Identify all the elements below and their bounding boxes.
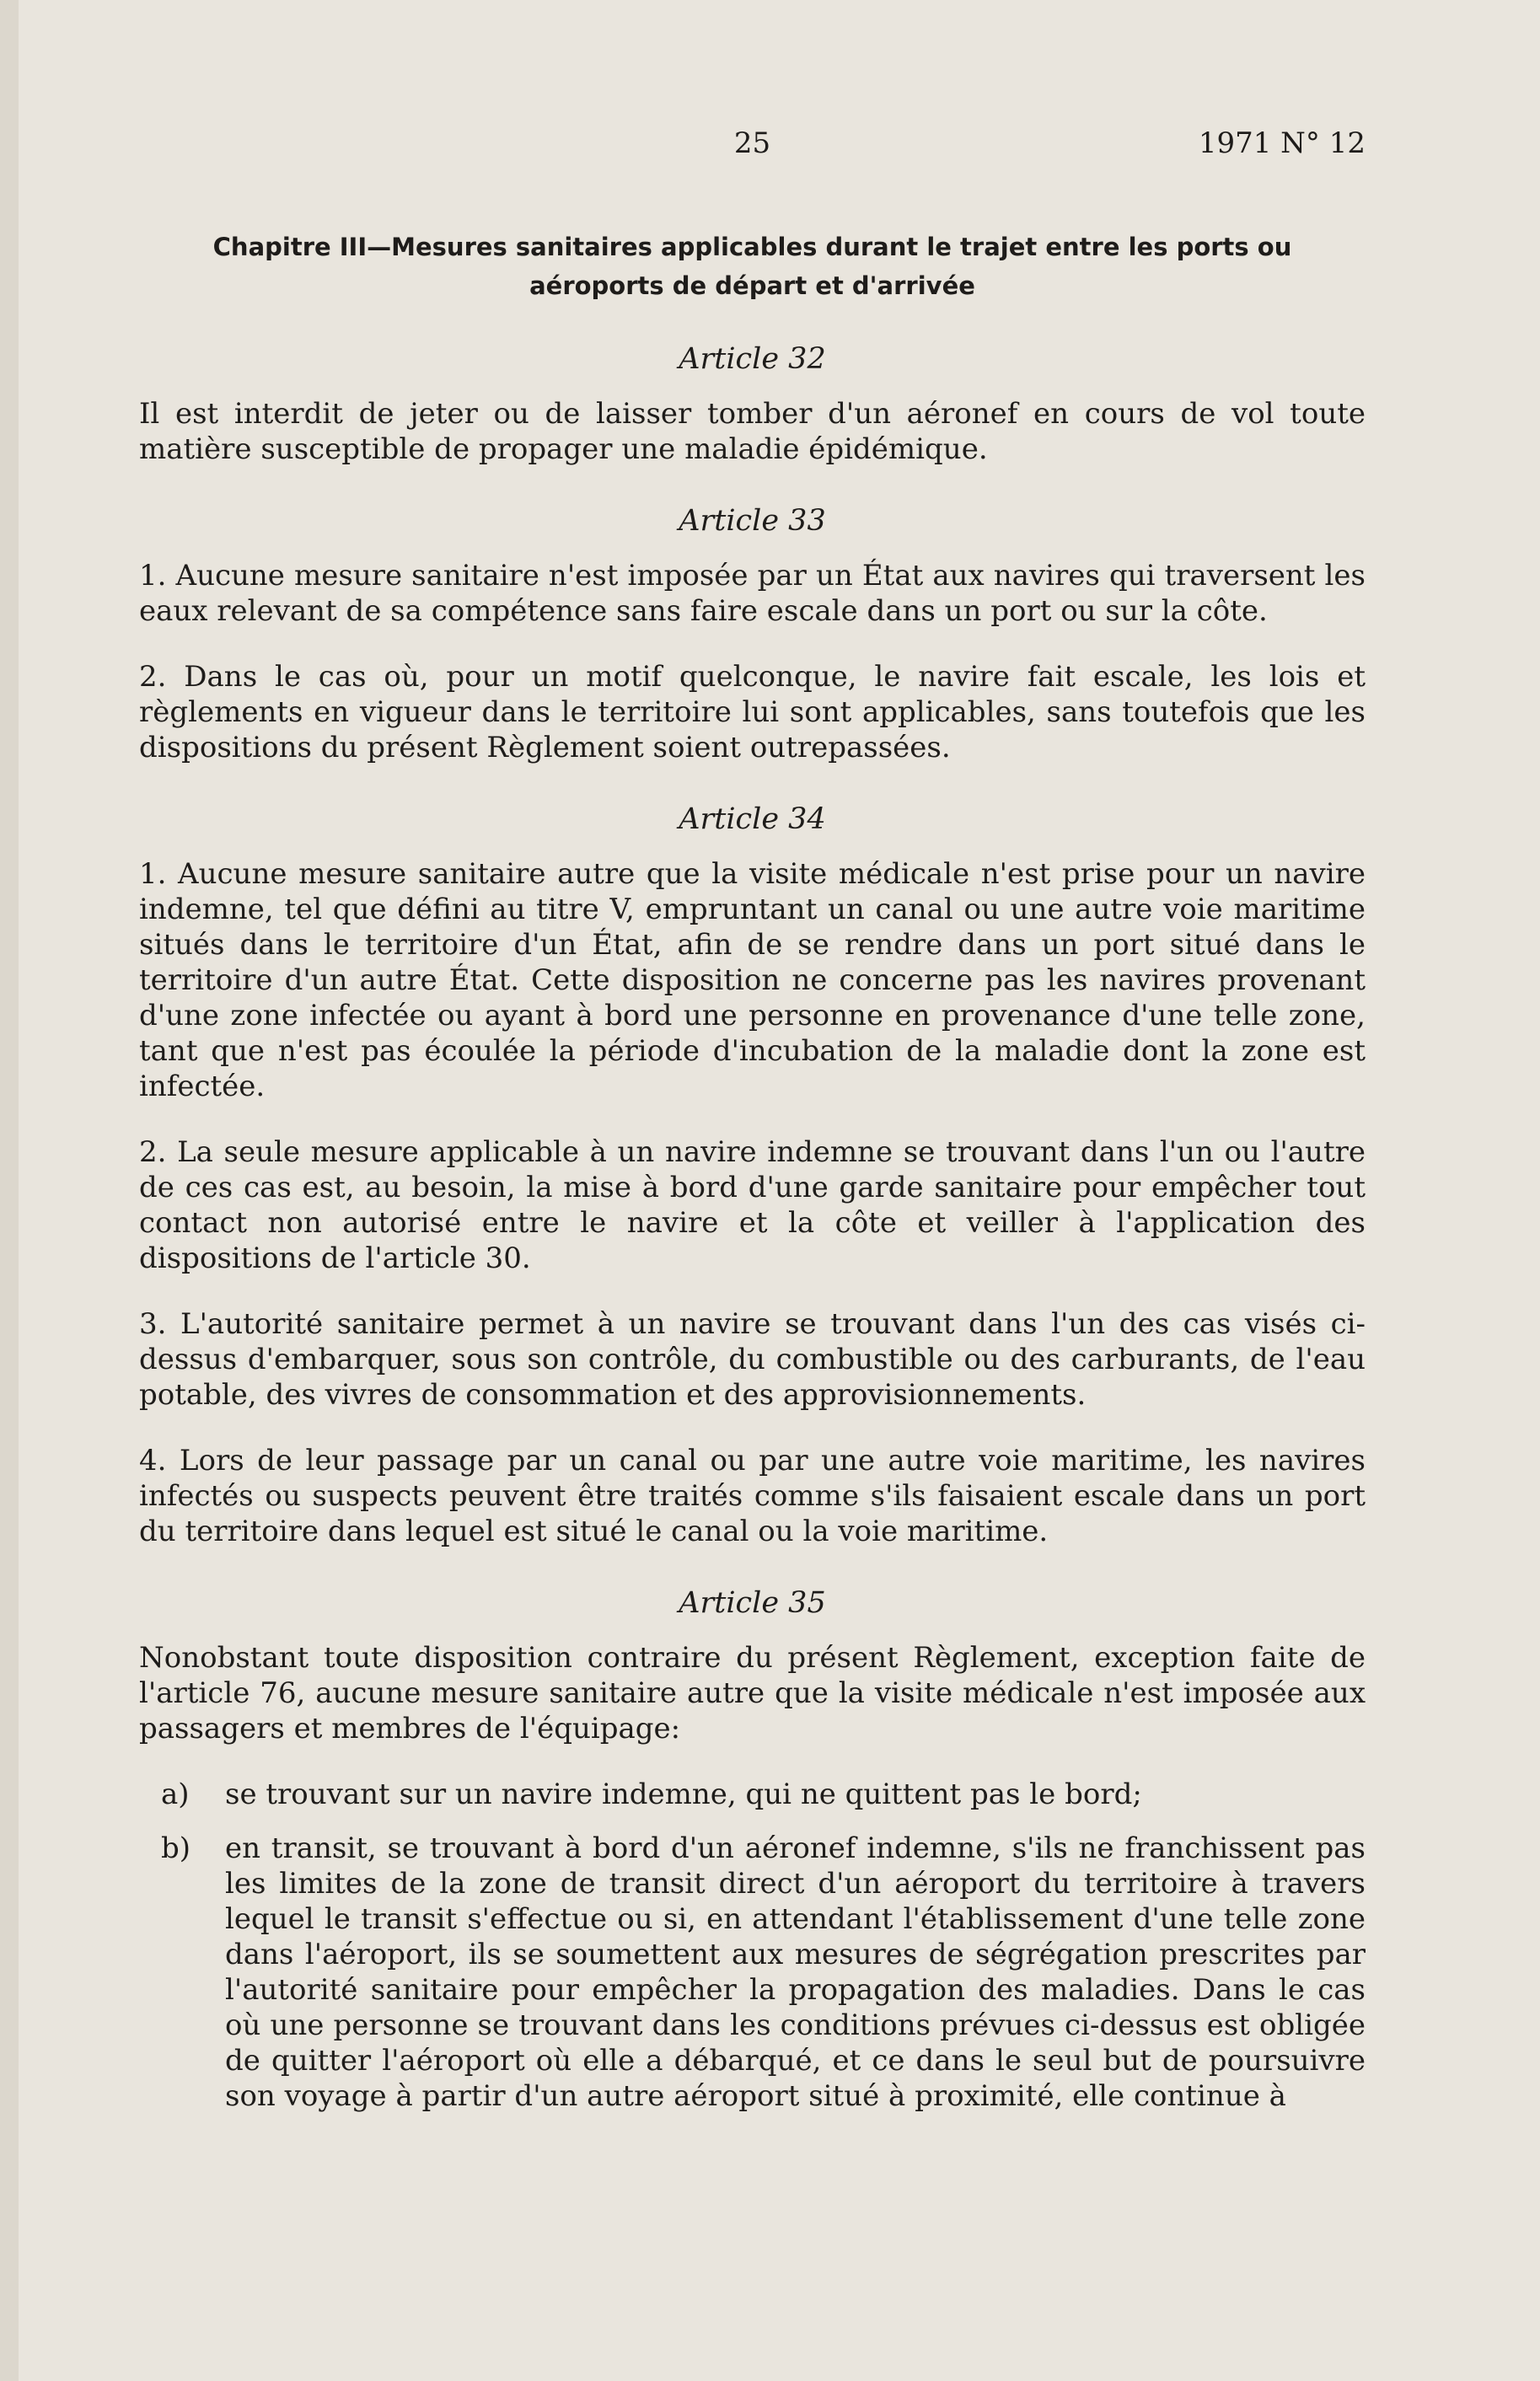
article-heading: Article 35: [679, 1586, 826, 1620]
page-binding-edge: [0, 0, 19, 2381]
document-page: [139, 126, 1366, 2132]
page-number: 25: [733, 126, 771, 160]
list-item: [161, 1831, 1366, 2114]
article-paragraph: 1. Aucune mesure sanitaire autre que la visite médicale n'est prise pour un navire indemne, tel que défini au titre V, empruntant un canal ou une autre voie maritime situés dans le territoire d'un État, afin de se rendre dans un port situé dans le territoire d'un autre État. Cette disposition ne concerne pas les navires provenant d'une zone infectée ou ayant à bord une personne en provenance d'une telle zone, tant que n'est pas écoulée la période d'incubation de la maladie dont la zone est infectée.: [139, 857, 1366, 1103]
journal-reference: 1971 N° 12: [1198, 126, 1366, 160]
article-32: [139, 342, 1366, 467]
list-item-text: se trouvant sur un navire indemne, qui ne quittent pas le bord;: [225, 1778, 1142, 1811]
list-marker: a): [161, 1778, 190, 1811]
chapter-title: Chapitre III—Mesures sanitaires applicables durant le trajet entre les ports ou aéroports de départ et d'arrivée: [212, 233, 1292, 300]
article-heading: Article 34: [679, 802, 826, 836]
article-paragraph: Nonobstant toute disposition contraire du présent Règlement, exception faite de l'article 76, aucune mesure sanitaire autre que la visite médicale n'est imposée aux passagers et membres de l'équipage:: [139, 1641, 1366, 1746]
article-heading: Article 33: [679, 504, 826, 538]
article-heading: Article 32: [679, 342, 826, 376]
list-item: [161, 1777, 1366, 1812]
list-marker: b): [161, 1831, 191, 1865]
article-34: [139, 802, 1366, 1549]
article-paragraph: 3. L'autorité sanitaire permet à un navire se trouvant dans l'un des cas visés ci-dessus d'embarquer, sous son contrôle, du combustible ou des carburants, de l'eau potable, des vivres de consommation et des approvisionnements.: [139, 1307, 1366, 1412]
article-paragraph: 4. Lors de leur passage par un canal ou par une autre voie maritime, les navires infectés ou suspects peuvent être traités comme s'ils faisaient escale dans un port du territoire dans lequel est situé le canal ou la voie maritime.: [139, 1444, 1366, 1548]
article-paragraph: 2. La seule mesure applicable à un navire indemne se trouvant dans l'un ou l'autre de ces cas est, au besoin, la mise à bord d'une garde sanitaire pour empêcher tout contact non autorisé entre le navire et la côte et veiller à l'application des dispositions de l'article 30.: [139, 1135, 1366, 1275]
article-paragraph: Il est interdit de jeter ou de laisser tomber d'un aéronef en cours de vol toute matière susceptible de propager une maladie épidémique.: [139, 397, 1366, 466]
article-paragraph: 2. Dans le cas où, pour un motif quelconque, le navire fait escale, les lois et règlements en vigueur dans le territoire lui sont applicables, sans toutefois que les dispositions du présent Règlement soient outrepassées.: [139, 660, 1366, 764]
running-header: [139, 126, 1366, 177]
article-33: [139, 504, 1366, 765]
article-35: [139, 1586, 1366, 2114]
article-paragraph: 1. Aucune mesure sanitaire n'est imposée par un État aux navires qui traversent les eaux relevant de sa compétence sans faire escale dans un port ou sur la côte.: [139, 559, 1366, 628]
list-item-text: en transit, se trouvant à bord d'un aéronef indemne, s'ils ne franchissent pas les limites de la zone de transit direct d'un aéroport du territoire à travers lequel le transit s'effectue ou si, en attendant l'établissement d'une telle zone dans l'aéroport, ils se soumettent aux mesures de ségrégation prescrites par l'autorité sanitaire pour empêcher la propagation des maladies. Dans le cas où une personne se trouvant dans les conditions prévues ci-dessus est obligée de quitter l'aéroport où elle a débarqué, et ce dans le seul but de poursuivre son voyage à partir d'un autre aéroport situé à proximité, elle continue à: [225, 1831, 1366, 2113]
